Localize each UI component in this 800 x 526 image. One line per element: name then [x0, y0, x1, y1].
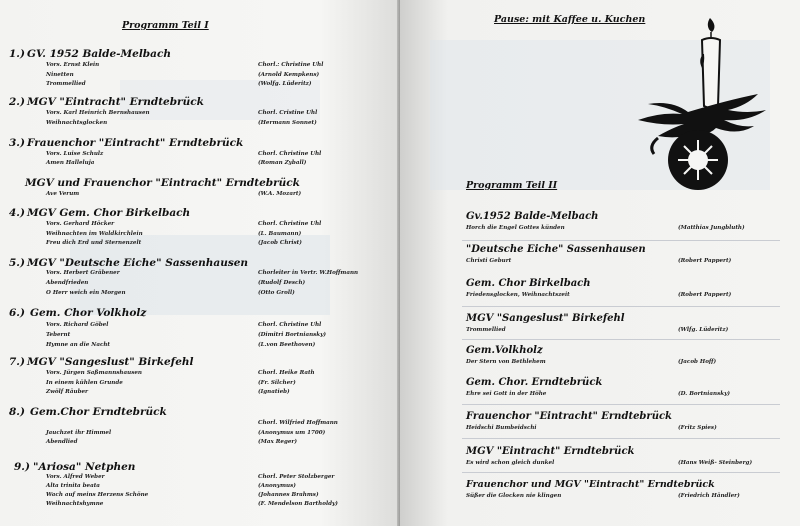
entry-line-left: Freu dich Erd und Sternenzelt: [46, 240, 142, 246]
choir-name: MGV "Deutsche Eiche" Sassenhausen: [27, 257, 249, 269]
song-title: Christi Geburt: [466, 258, 512, 264]
entry-line-left: Weihnachtshymne: [46, 501, 104, 507]
entry-line-left: O Herr weich ein Morgen: [46, 290, 126, 296]
choir-name: MGV Gem. Chor Birkelbach: [27, 207, 191, 219]
song-title: Heidschi Bumbeidschi: [466, 425, 537, 431]
entry-line-right: Chorl. Christine Uhl: [258, 322, 322, 328]
entry-line-left: Vors. Karl Heinrich Bernshausen: [46, 110, 150, 116]
entry-line-left: Trommellied: [46, 81, 86, 87]
entry-number: 7.): [9, 356, 25, 368]
choir-name: "Deutsche Eiche" Sassenhausen: [466, 244, 646, 255]
choir-name: MGV "Sangeslust" Birkefehl: [466, 313, 625, 324]
composer: (Robert Pappert): [678, 292, 732, 298]
composer: (Jacob Hoff): [678, 359, 717, 365]
program-part-two-heading: Programm Teil II: [466, 180, 558, 191]
entry-box: [462, 306, 780, 308]
entry-line-right: Chorl. Heike Rath: [258, 370, 315, 376]
pause-heading: Pause: mit Kaffee u. Kuchen: [494, 14, 646, 25]
entry-line-right: Chorl. Christine Uhl: [258, 221, 322, 227]
choir-name: Gem. Chor Birkelbach: [466, 278, 591, 289]
song-title: Ehre sei Gott in der Höhe: [466, 391, 547, 397]
entry-box: [462, 240, 780, 242]
entry-number: 8.): [9, 406, 25, 418]
entry-line-left: Ninetten: [46, 72, 74, 78]
entry-box: [462, 472, 780, 474]
song-title: Es wird schon gleich dunkel: [466, 460, 555, 466]
entry-line-right: Chorleiter in Vertr. W.Hoffmann: [258, 270, 359, 276]
entry-line-left: Vors. Jürgen Saßmannshausen: [46, 370, 142, 376]
entry-number: 1.): [9, 48, 25, 60]
entry-line-right: Chorl. Christine Uhl: [258, 151, 322, 157]
choir-name: Frauenchor "Eintracht" Erndtebrück: [466, 411, 672, 422]
entry-line-right: (Roman Zyball): [258, 160, 307, 166]
choir-name: MGV "Sangeslust" Birkefehl: [27, 356, 194, 368]
entry-number: 5.): [9, 257, 25, 269]
right-page: [400, 0, 800, 526]
entry-number: 2.): [9, 96, 25, 108]
entry-line-right: (Rudolf Desch): [258, 280, 306, 286]
entry-line-right: (Arnold Kempkens): [258, 72, 320, 78]
program-part-one-heading: Programm Teil I: [122, 20, 209, 31]
entry-line-right: (W.A. Mozart): [258, 191, 302, 197]
song-title: Süßer die Glocken nie klingen: [466, 493, 562, 499]
entry-number: 4.): [9, 207, 25, 219]
choir-name: Gem.Volkholz: [466, 345, 543, 356]
entry-line-left: Weihnachtsglocken: [46, 120, 108, 126]
entry-number: 9.): [14, 461, 30, 473]
entry-line-left: In einem kühlen Grunde: [46, 380, 123, 386]
composer: (Friedrich Händler): [678, 493, 740, 499]
choir-name: MGV "Eintracht" Erndtebrück: [27, 96, 204, 108]
choir-name: Gem. Chor Volkholz: [30, 307, 147, 319]
entry-line-left: Zwölf Räuber: [46, 389, 88, 395]
entry-line-left: Vors. Gerhard Höcker: [46, 221, 115, 227]
candle-with-fir-branch-icon: [628, 14, 768, 194]
composer: (Wlfg. Lüderitz): [678, 327, 729, 333]
entry-line-left: Wach auf meins Herzens Schöne: [46, 492, 149, 498]
choir-name: Gv.1952 Balde-Melbach: [466, 211, 599, 222]
entry-line-right: (Wolfg. Lüderitz): [258, 81, 312, 87]
choir-name: MGV und Frauenchor "Eintracht" Erndtebrück: [25, 177, 300, 189]
entry-number: 6.): [9, 307, 25, 319]
entry-line-right: (Ignatieb): [258, 389, 290, 395]
composer: (Hans Weiß- Steinberg): [678, 460, 753, 466]
entry-box: [462, 404, 780, 406]
entry-line-right: (Johannes Brahms): [258, 492, 319, 498]
choir-name: "Ariosa" Netphen: [33, 461, 136, 473]
choir-name: Gem.Chor Erndtebrück: [30, 406, 167, 418]
entry-line-right: (F. Mendelson Bartholdy): [258, 501, 338, 507]
entry-line-left: Abendfrieden: [46, 280, 89, 286]
entry-line-right: (Max Reger): [258, 439, 298, 445]
choir-name: Frauenchor "Eintracht" Erndtebrück: [27, 137, 244, 149]
entry-line-left: Tebernt: [46, 332, 71, 338]
entry-line-left: Vors. Herbert Gräbener: [46, 270, 120, 276]
entry-line-left: Amen Halleluja: [46, 160, 95, 166]
composer: (Robert Pappert): [678, 258, 732, 264]
entry-line-right: Chorl. Wilfried Hoffmann: [258, 420, 338, 426]
entry-line-right: Chorl.: Christine Uhl: [258, 62, 324, 68]
entry-line-left: Ave Verum: [46, 191, 80, 197]
entry-line-right: Chorl. Peter Stolzberger: [258, 474, 335, 480]
entry-line-right: (Otto Groll): [258, 290, 295, 296]
entry-line-right: (Dimitri Bortniansky): [258, 332, 327, 338]
entry-line-right: (L. Baumann): [258, 231, 302, 237]
entry-line-right: Chorl. Cristine Uhl: [258, 110, 318, 116]
entry-line-left: Jauchzet ihr Himmel: [46, 430, 112, 436]
entry-line-left: Weihnachten im Waldkirchlein: [46, 231, 143, 237]
composer: (D. Bortniansky): [678, 391, 730, 397]
entry-line-left: Vors. Luise Schulz: [46, 151, 104, 157]
choir-name: GV. 1952 Balde-Melbach: [27, 48, 171, 60]
choir-name: Frauenchor und MGV "Eintracht" Erndtebrück: [466, 479, 715, 490]
composer: (Fritz Spies): [678, 425, 717, 431]
song-title: Der Stern von Bethlehem: [466, 359, 546, 365]
entry-line-right: (Fr. Silcher): [258, 380, 296, 386]
choir-name: Gem. Chor. Erndtebrück: [466, 377, 603, 388]
entry-line-left: Abendlied: [46, 439, 78, 445]
entry-line-right: (Anonymus): [258, 483, 296, 489]
entry-line-left: Hymne an die Nacht: [46, 342, 111, 348]
composer: (Matthias Jungbluth): [678, 225, 745, 231]
entry-line-right: (Anonymus um 1700): [258, 430, 326, 436]
entry-line-left: Alta trinita beata: [46, 483, 100, 489]
entry-line-right: (L.von Beethoven): [258, 342, 316, 348]
entry-box: [462, 339, 780, 341]
entry-box: [462, 438, 780, 440]
entry-line-right: (Hermann Sonnet): [258, 120, 317, 126]
entry-line-left: Vors. Ernst Klein: [46, 62, 100, 68]
entry-line-left: Vors. Richard Göbel: [46, 322, 109, 328]
entry-number: 3.): [9, 137, 25, 149]
choir-name: MGV "Eintracht" Erndtebrück: [466, 446, 635, 457]
entry-line-left: Vors. Alfred Weber: [46, 474, 105, 480]
song-title: Trommellied: [466, 327, 506, 333]
entry-line-right: (Jacob Christ): [258, 240, 302, 246]
song-title: Horch die Engel Gottes künden: [466, 225, 565, 231]
song-title: Friedensglocken, Weihnachtszeit: [466, 292, 570, 298]
